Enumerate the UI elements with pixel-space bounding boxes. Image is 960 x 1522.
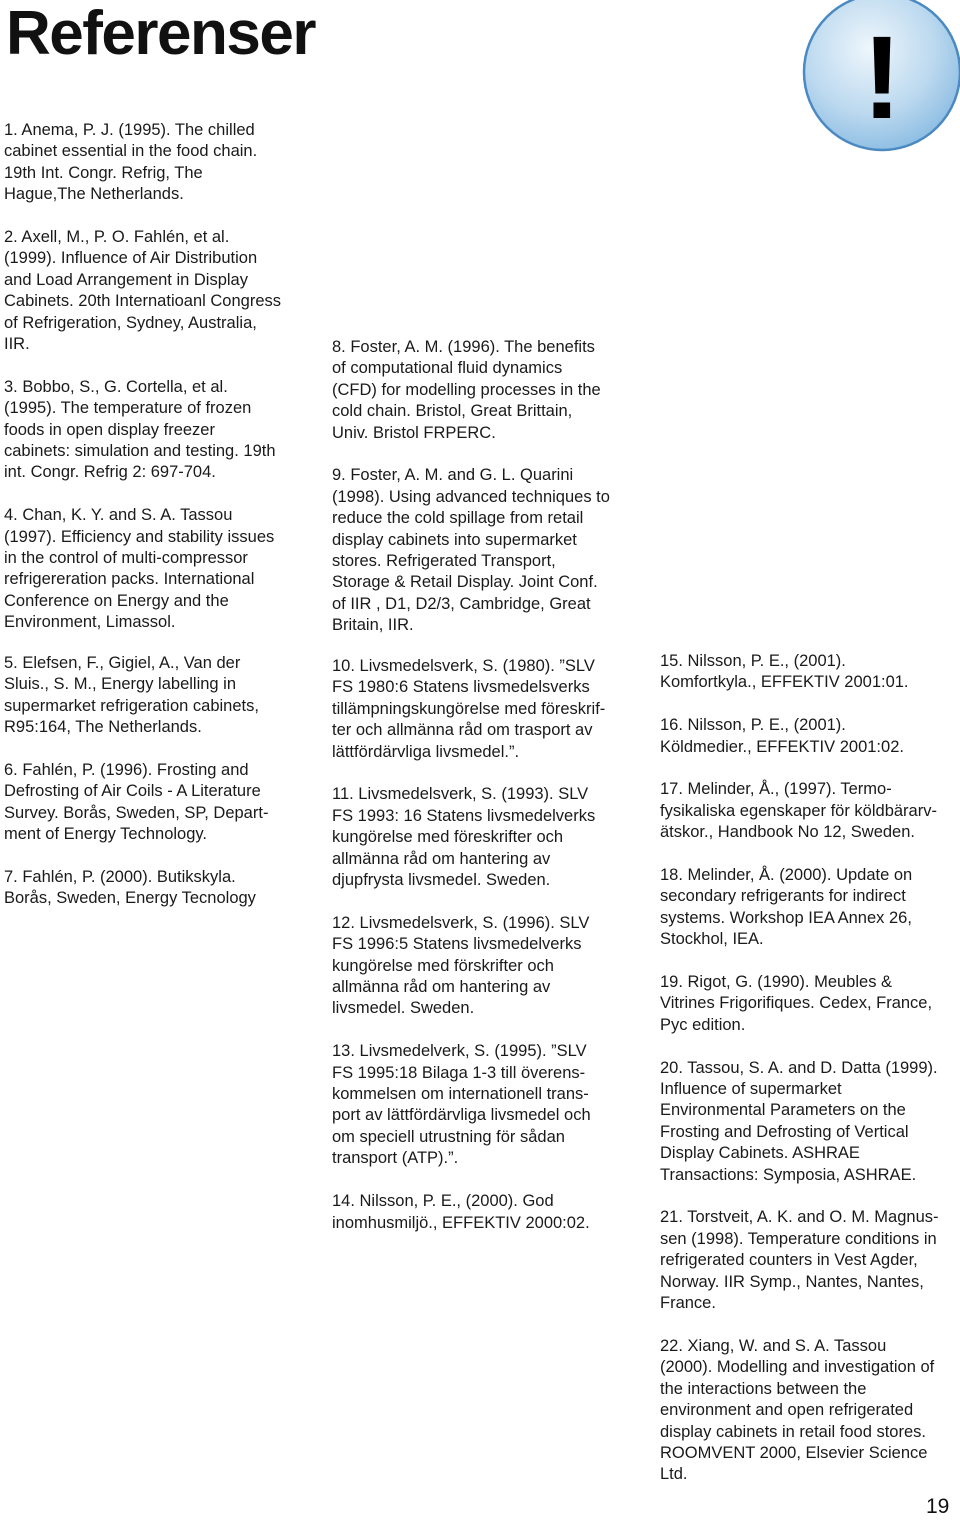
reference-item: 22. Xiang, W. and S. A. Tassou (2000). Modelling and investigation of the interactions between the environment and open refrigerated display cabinets in retail food stores. ROOMVENT 2000, Elsevier Science Ltd. — [660, 1336, 935, 1484]
reference-item: 3. Bobbo, S., G. Cortella, et al. (1995). The temperature of frozen foods in open display freezer cabinets: simulation and testing. 19th int. Congr. Refrig 2: 697-704. — [4, 377, 276, 482]
reference-item: 17. Melinder, Å., (1997). Termo- fysikaliska egenskaper för köldbärarv- ätskor., Handbook No 12, Sweden. — [660, 780, 937, 842]
reference-item: 12. Livsmedelsverk, S. (1996). SLV FS 1996:5 Statens livsmedelverks kungörelse med förskrifter och allmänna råd om hantering av livsmedel. Sweden. — [332, 913, 590, 1018]
reference-item: 8. Foster, A. M. (1996). The benefits of computational fluid dynamics (CFD) for modelling processes in the cold chain. Bristol, Great Brittain, Univ. Bristol FRPERC. — [332, 338, 601, 442]
references-column-1 — [4, 120, 304, 634]
reference-item: 14. Nilsson, P. E., (2000). God inomhusmiljö., EFFEKTIV 2000:02. — [332, 1192, 590, 1232]
exclamation-badge-icon — [800, 0, 960, 154]
reference-item: 19. Rigot, G. (1990). Meubles & Vitrines Frigorifiques. Cedex, France, Pyc edition. — [660, 973, 933, 1034]
reference-item: 1. Anema, P. J. (1995). The chilled cabinet essential in the food chain. 19th Int. Congr. Refrig, The Hague,The Netherlands. — [4, 121, 258, 204]
references-column-1-lower — [4, 653, 304, 910]
reference-item: 16. Nilsson, P. E., (2001). Köldmedier., EFFEKTIV 2001:02. — [660, 716, 904, 756]
reference-item: 11. Livsmedelsverk, S. (1993). SLV FS 1993: 16 Statens livsmedelverks kungörelse med föreskrifter och allmänna råd om hantering av djupfrysta livsmedel. Sweden. — [332, 785, 596, 890]
reference-item: 2. Axell, M., P. O. Fahlén, et al. (1999). Influence of Air Distribution and Load Arrangement in Display Cabinets. 20th Internatioanl Congress of Refrigeration, Sydney, Australia, IIR. — [4, 228, 282, 354]
reference-item: 15. Nilsson, P. E., (2001). Komfortkyla., EFFEKTIV 2001:01. — [660, 652, 909, 692]
references-column-3 — [660, 651, 956, 1486]
references-column-2-upper — [332, 337, 632, 637]
badge-exclamation: ! — [862, 12, 902, 144]
reference-item: 21. Torstveit, A. K. and O. M. Magnus- sen (1998). Temperature conditions in refrigerated counters in Vest Agder, Norway. IIR Symp., Nantes, Nantes, France. — [660, 1208, 939, 1313]
reference-item: 7. Fahlén, P. (2000). Butikskyla. Borås, Sweden, Energy Tecnology — [4, 868, 256, 908]
reference-item: 9. Foster, A. M. and G. L. Quarini (1998). Using advanced techniques to reduce the cold spillage from retail display cabinets into supermarket stores. Refrigerated Transport, Storage & Retail Display. Joint Conf. of IIR , D1, D2/3, Cambridge, Great Britain, IIR. — [332, 466, 610, 635]
reference-item: 6. Fahlén, P. (1996). Frosting and Defrosting of Air Coils - A Literature Survey. Borås, Sweden, SP, Depart- ment of Energy Technology. — [4, 761, 269, 844]
page-number: 19 — [926, 1495, 950, 1518]
reference-item: 5. Elefsen, F., Gigiel, A., Van der Sluis., S. M., Energy labelling in supermarket refrigeration cabinets, R95:164, The Netherlands. — [4, 654, 259, 737]
reference-item: 20. Tassou, S. A. and D. Datta (1999). Influence of supermarket Environmental Parameters on the Frosting and Defrosting of Vertical Display Cabinets. ASHRAE Transactions: Symposia, ASHRAE. — [660, 1058, 938, 1184]
page-title: Referenser — [6, 0, 315, 68]
reference-item: 13. Livsmedelverk, S. (1995). ”SLV FS 1995:18 Bilaga 1-3 till överens- kommelsen om internationell trans- port av lättfördärvliga livsmedel och om speciell utrustning för sådan transport (ATP).”. — [332, 1042, 591, 1168]
reference-item: 18. Melinder, Å. (2000). Update on secondary refrigerants for indirect systems. Workshop IEA Annex 26, Stockhol, IEA. — [660, 866, 913, 949]
reference-item: 4. Chan, K. Y. and S. A. Tassou (1997). Efficiency and stability issues in the control of multi-compressor refrigereration packs. International Conference on Energy and the Environment, Limassol. — [4, 506, 275, 632]
reference-item: 10. Livsmedelsverk, S. (1980). ”SLV FS 1980:6 Statens livsmedelsverks tillämpningskungörelse med föreskrif- ter och allmänna råd om trasport av lättfördärvliga livsmedel.”. — [332, 657, 606, 761]
references-column-2-lower — [332, 656, 632, 1234]
